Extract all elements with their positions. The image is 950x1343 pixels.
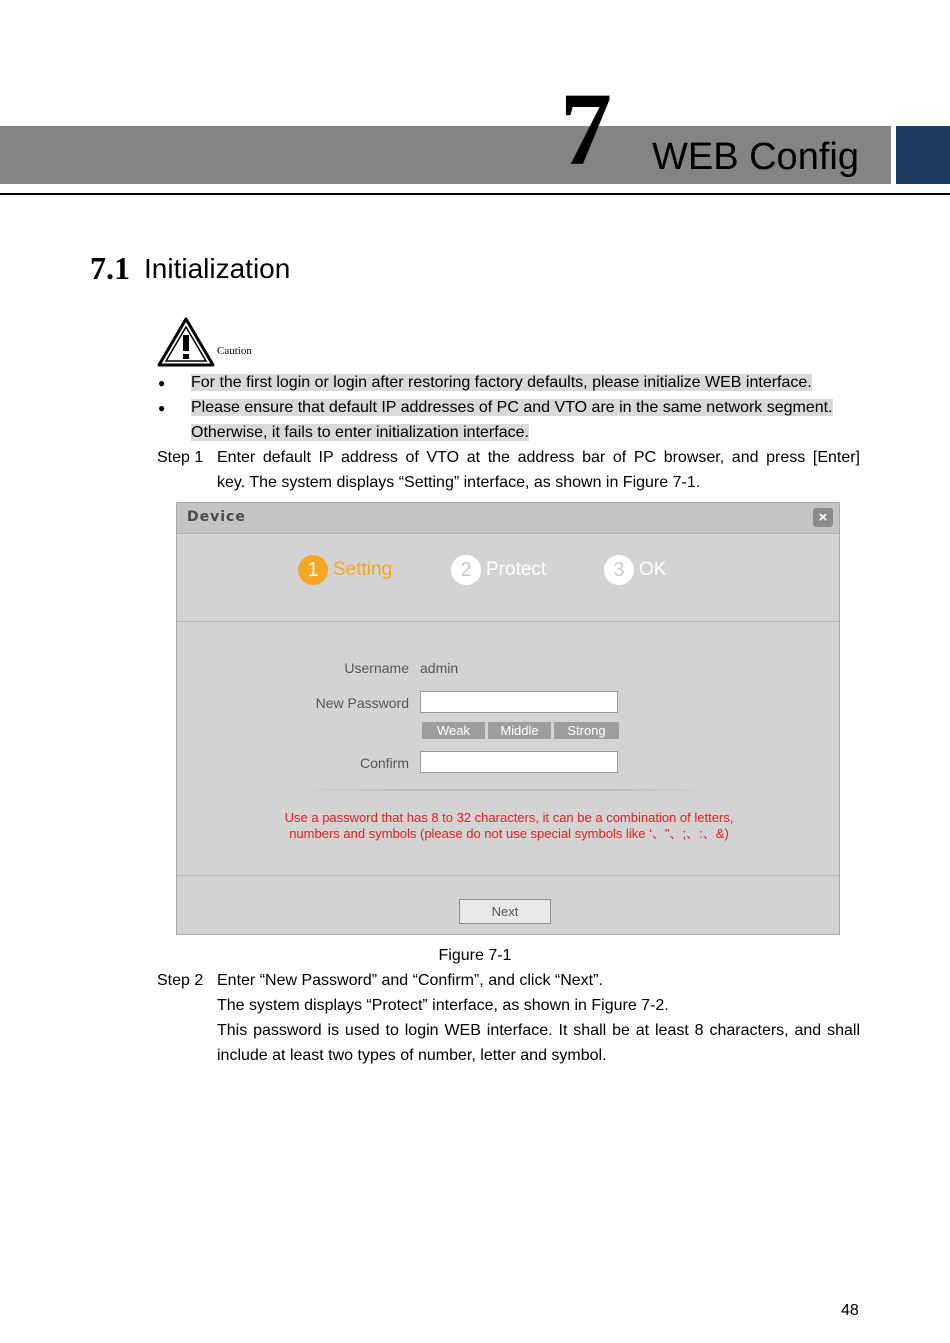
- step-2-label: Step 2: [157, 972, 204, 989]
- divider: [177, 875, 839, 876]
- chapter-title: WEB Config: [652, 136, 859, 178]
- step-circle-ok: 3: [604, 555, 634, 585]
- step-1-text-line2: key. The system displays “Setting” interface, as shown in Figure 7-1.: [217, 474, 701, 491]
- step-1-label: Step 1: [157, 449, 204, 466]
- bullet-text-2: Please ensure that default IP addresses of PC and VTO are in the same network segment.: [191, 399, 833, 416]
- bullet-dot: ●: [158, 401, 166, 415]
- divider: [297, 789, 717, 791]
- section-number: 7.1: [90, 250, 130, 286]
- strength-middle: Middle: [488, 722, 551, 739]
- divider: [177, 621, 839, 622]
- page-number: 48: [841, 1302, 859, 1319]
- window-title: Device: [187, 509, 246, 525]
- password-hint-line1: Use a password that has 8 to 32 characters, it can be a combination of letters,: [284, 810, 734, 825]
- confirm-label: Confirm: [359, 755, 409, 771]
- strength-strong: Strong: [554, 722, 619, 739]
- confirm-password-input[interactable]: [420, 751, 618, 773]
- step-2-text-line3: This password is used to login WEB interface. It shall be at least 8 characters, and shall: [217, 1022, 860, 1039]
- figure-caption: Figure 7-1: [438, 947, 512, 964]
- username-value: admin: [420, 660, 459, 676]
- chapter-number: 7: [560, 72, 612, 187]
- step-1-text-line1: Enter default IP address of VTO at the address bar of PC browser, and press [Enter]: [217, 449, 860, 466]
- section-title: Initialization: [144, 253, 291, 284]
- device-setting-screenshot: [176, 502, 840, 935]
- new-password-input[interactable]: [420, 691, 618, 713]
- step-2-text-line2: The system displays “Protect” interface, as shown in Figure 7-2.: [217, 997, 669, 1014]
- warning-triangle-icon: [156, 316, 216, 368]
- new-password-label: New Password: [315, 695, 409, 711]
- step-label-protect: Protect: [486, 559, 547, 580]
- step-circle-setting: 1: [298, 555, 328, 585]
- password-hint-line2: numbers and symbols (please do not use special symbols like ‘、"、;、:、&): [289, 826, 729, 841]
- caution-label: Caution: [217, 345, 252, 357]
- step-label-ok: OK: [639, 559, 667, 580]
- step-2-text-line1: Enter “New Password” and “Confirm”, and click “Next”.: [217, 972, 603, 989]
- step-label-setting: Setting: [333, 559, 393, 580]
- step-2-text-line4: include at least two types of number, letter and symbol.: [217, 1047, 607, 1064]
- username-label: Username: [344, 660, 409, 676]
- chapter-divider: [0, 193, 950, 195]
- bullet-text-1: For the first login or login after restoring factory defaults, please initialize WEB interface.: [191, 374, 812, 391]
- bullet-text-2-continued: Otherwise, it fails to enter initialization interface.: [191, 424, 529, 441]
- bullet-dot: ●: [158, 376, 166, 390]
- window-titlebar: [177, 503, 839, 534]
- chapter-header-accent-block: [896, 126, 950, 184]
- strength-weak: Weak: [422, 722, 485, 739]
- close-icon[interactable]: ×: [813, 508, 833, 527]
- next-button[interactable]: Next: [459, 899, 551, 924]
- step-circle-protect: 2: [451, 555, 481, 585]
